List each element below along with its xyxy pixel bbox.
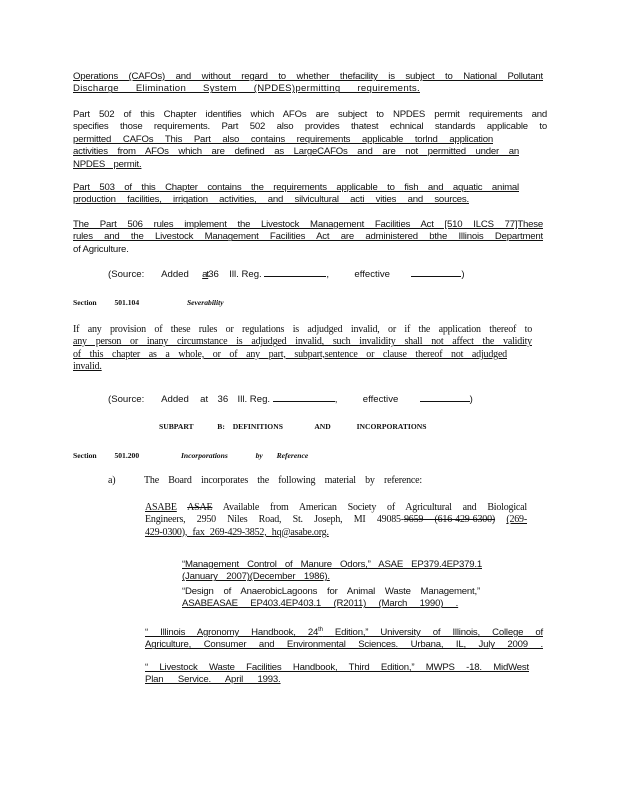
- subpart-heading: SUBPART B: DEFINITIONS AND INCORPORATIONS: [159, 422, 427, 431]
- text-line: of this chapter as a whole, or of any part, subpart,sentence or clause thereof not adjudged: [73, 348, 507, 360]
- reference-manure-odors: [182, 559, 482, 584]
- text-line: Agriculture, Consumer and Environmental Sciences. Urbana, IL, July 2009 .: [145, 639, 543, 651]
- text-line: (January 2007)(December 1986).: [182, 571, 330, 583]
- text-line: production facilities, irrigation activities, and silvicultural acti vities and sources.: [73, 194, 469, 206]
- text-line: “Management Control of Manure Odors,” ASAE EP379.4EP379.1: [182, 559, 482, 570]
- register-blank: [273, 392, 335, 402]
- text-line: Part 502 of this Chapter identifies which AFOs are subject to NPDES permit requirements and: [73, 109, 547, 120]
- text-line: permitted CAFOs This Part also contains requirements applicable torlnd application: [73, 133, 493, 145]
- text-line: “ Livestock Waste Facilities Handbook, Third Edition,” MWPS -18. MidWest: [145, 662, 529, 673]
- text-line: If any provision of these rules or regulations is adjudged invalid, or if the application thereof to: [73, 324, 532, 335]
- paragraph-cafo-intro: [73, 71, 543, 96]
- text-line: Operations (CAFOs) and without regard to whether thefacility is subject to National Pollutant: [73, 71, 543, 82]
- text-line: “Design of AnaerobicLagoons for Animal Waste Management,”: [182, 586, 480, 597]
- reference-livestock-waste-handbook: [145, 662, 529, 687]
- paragraph-part-503: [73, 182, 519, 207]
- reference-anaerobic-lagoons: [182, 586, 480, 611]
- text-line: specifies those requirements. Part 502 also provides thatest echnical standards applicable to: [73, 121, 547, 133]
- effective-date-blank: [420, 392, 470, 402]
- text-line: Plan Service. April 1993.: [145, 674, 281, 686]
- text-line: 429-0300), fax 269-429-3852, hq@asabe.org.: [145, 526, 329, 538]
- reference-agronomy-handbook: [145, 627, 543, 652]
- text-line: NPDES permit.: [73, 158, 142, 170]
- text-line: activities from AFOs which are defined as LargeCAFOs and are not permitted under an: [73, 146, 519, 158]
- source-note: (Source: Added at36 Ill. Reg. , effective ): [108, 269, 465, 280]
- text-line: of Agriculture.: [73, 243, 129, 255]
- effective-date-blank: [411, 267, 461, 277]
- text-line: Discharge Elimination System (NPDES)permitting requirements.: [73, 83, 420, 95]
- text-line: ASABEASAE EP403.4EP403.1 (R2011) (March 1990) .: [182, 598, 459, 610]
- paragraph-severability: [73, 324, 532, 374]
- text-line: any person or inany circumstance is adjudged invalid, such invalidity shall not affect the validity: [73, 336, 532, 348]
- text-line: Part 503 of this Chapter contains the requirements applicable to fish and aquatic animal: [73, 182, 519, 193]
- list-item-text: The Board incorporates the following material by reference:: [144, 475, 422, 486]
- text-line: rules and the Livestock Management Facilities Act are administered bthe Illinois Department: [73, 231, 543, 243]
- section-heading: Section 501.104 Severability: [73, 298, 224, 307]
- register-blank: [264, 267, 326, 277]
- source-note: (Source: Added at 36 Ill. Reg. , effective ): [108, 394, 473, 405]
- list-marker: a): [108, 475, 116, 486]
- list-item-a: [108, 475, 422, 487]
- text-line: ASABE ASAE Available from American Society of Agricultural and Biological: [145, 502, 527, 513]
- text-line: The Part 506 rules implement the Livestock Management Facilities Act [510 ILCS 77]These: [73, 219, 543, 230]
- text-line: invalid.: [73, 361, 102, 373]
- section-heading: Section 501.200 Incorporations by Reference: [73, 451, 309, 460]
- text-line: “ Illinois Agronomy Handbook, 24th Edition,” University of Illinois, College of: [145, 626, 543, 638]
- paragraph-part-502: [73, 109, 547, 171]
- paragraph-part-506: [73, 219, 543, 256]
- asabe-address: [145, 502, 527, 539]
- text-line: Engineers, 2950 Niles Road, St. Joseph, MI 49085-9659 (616-429-6300) (269-: [145, 514, 527, 526]
